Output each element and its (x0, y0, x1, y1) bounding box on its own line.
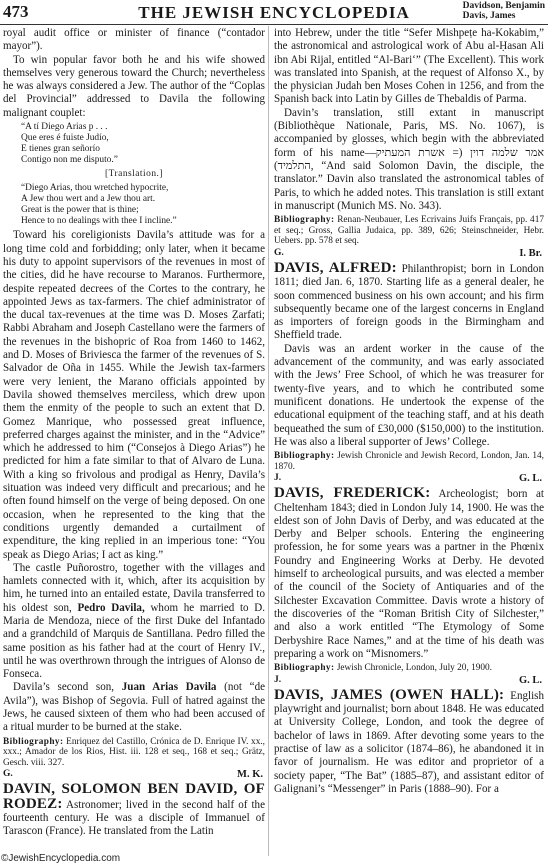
translation-couplet (21, 183, 265, 227)
poem-line: “Diego Arias, thou wretched hypocrite, (21, 183, 169, 194)
paragraph: Davis was an ardent worker in the cause of the advancement of the community, and was early associated with the Jews’ Free School, of which he was treasurer for twenty-five years, and to which he contributed some munificent donations. He undertook the expense of the educational equipment of the teaching staff, and at his death bequeathed the sum of £30,000 ($150,000) to the institution. He was also a liberal supporter of Jews’ College. (274, 342, 544, 448)
article-entry: DAVIS, FREDERICK: Archeologist; born at Cheltenham 1843; died in London July 14, 1900. He was the eldest son of John Davis of Derby, and was educated at the Derby and Belper schools. Entering the engineering profession, he for some years was a partner in the Phœnix Foundry and Engineering Works at Derby. He devoted himself to archeological pursuits, and was elected a member of the council of the Society of Antiquaries and of the Silchester Excavation Committee. Davis wrote a history of the discoveries of the “Roman British City of Silchester,” and also a work entitled “The Etymology of Some Derbyshire Race Names,” and at the time of his death was preparing a work on “Misnomers.” (274, 485, 544, 660)
poem-line: Contigo non me disputo.” (21, 155, 118, 166)
paragraph: into Hebrew, under the title “Sefer Mishpeṭe ha-Kokabim,” the astronomical and astrological work of Abu al-Ḥasan Ali ibn Abi Rijal, entitled “Al-Bari‘” (The Excellent). This work was translated into Spanish, at the request of Alfonso X., by the physician Judah ben Moses Cohen in 1256, and from the Spanish back into Latin by Gilles de Thebaldis of Parma. (274, 27, 544, 106)
article-entry: DAVIN, SOLOMON BEN DAVID, OF RODEZ: Astronomer; lived in the second half of the fourteenth century. He was a disciple of Immanuel of Tarascon (France). He translated from the Latin (3, 781, 265, 838)
article-heading: DAVIS, ALFRED: (274, 259, 397, 276)
author-signature: J. G. L. (274, 473, 542, 485)
article-entry: DAVIS, JAMES (OWEN HALL): English playwright and journalist; born about 1848. He was educated at University College, London, and took the degree of bachelor of laws in 1869. After devoting some years to the practise of law as a solicitor (1874–86), he abandoned it in favor of journalism. He was editor and proprietor of a society paper, “The Bat” (1885–87), and assistant editor of Galignani’s “Messenger” in Paris (1888–90). For a (274, 686, 544, 795)
poem-line: Que eres é fuiste Judío, (21, 133, 109, 144)
running-title: THE JEWISH ENCYCLOPEDIA (138, 3, 410, 22)
column-divider (268, 26, 269, 856)
copyright-notice: ©JewishEncyclopedia.com (1, 853, 121, 864)
spanish-couplet (21, 122, 265, 166)
guide-word-top: Davidson, Benjamin (462, 1, 545, 11)
paragraph: Davila’s second son, Juan Arias Davila (not “de Avila”), was Bishop of Segovia. Full of hatred against the Jews, he caused sixteen of them who had been accused of a ritual murder to be burned at the stake. (3, 681, 266, 734)
article-heading: DAVIS, FREDERICK: (274, 485, 431, 502)
guide-words (463, 1, 545, 21)
paragraph: royal audit office or minister of finance (“contador mayor”). (3, 27, 265, 53)
article-heading: DAVIS, JAMES (OWEN HALL): (274, 686, 505, 703)
person-name: Pedro Davila, (77, 601, 145, 614)
author-signature: G. I. Br. (274, 247, 542, 259)
guide-word-bottom: Davis, James (462, 11, 516, 21)
paragraph: Toward his coreligionists Davila’s attitude was for a long time cold and forbidding; only later, when it became his duty to appoint supervisors of the revenues in most of the cities, did he have recourse to Maranos. Furthermore, despite repeated decrees of the Cortes to the contrary, he appointed Jews as tax-farmers. The chief administrator of the ducal tax-revenues at the time was D. Moses Ẓarfati; Rabbi Abraham and Joseph Castellano were the farmers of the revenues in the bishopric of Roa from 1460 to 1462, and D. Moses of Briviesca the farmer of the revenues of S. Salvador de Oña in 1455. While the Jewish tax-farmers were very lenient, the Marano officials appointed by Davila showed themselves merciless, which drew upon them the enmity of the people to such an extent that D. Gomez Manrique, who possessed great influence, preferred charges against the minister, and in the “Advice” which he addressed to him (“Consejos à Diego Arias”) he predicted for him a fate similar to that of Alvaro de Luna. With a king so frivolous and prodigal as Henry, Davila’s situation was indeed very difficult and precarious; and he often found himself on the verge of being deposed. On one occasion, when he represented to the king that the conditions urgently demanded a curtailment of expenditure, the king replied in an imperious tone: “You speak as Diego Arias; I act as king.” (3, 229, 265, 561)
paragraph: Davin’s translation, still extant in manuscript (Bibliothèque Nationale, Paris, MS. No. 1067), is accompanied by glosses, which begin with the abbreviated form of his name—אמר שלמה דוין (= אשרת המעתיק התלמיד), “And said Solomon Davin, the disciple, the translator.” Davin also translated the astronomical tables of Paris, to which he added notes. This translation is still extant in manuscript (Munich MS. No. 343). (274, 106, 544, 212)
article-entry: DAVIS, ALFRED: Philanthropist; born in London 1811; died Jan. 6, 1870. Starting life as a general dealer, he soon commenced business on his own account; and his firm subsequently became one of the largest concerns in England as importers of foreign goods in the Birmingham and Sheffield trade. (274, 259, 544, 342)
running-header (0, 0, 548, 25)
bibliography: Bibliography: Jewish Chronicle and Jewish Record, London, Jan. 14, 1870. (274, 451, 544, 472)
author-signature: J. G. L. (274, 674, 542, 686)
bibliography: Bibliography: Enriquez del Castillo, Crónica de D. Enrique IV. xx., xxx.; Amador de los Rios, Hist. iii. 128 et seq., 168 et seq.; Grätz, Gesch. viii. 327. (3, 736, 266, 768)
translation-label: [Translation.] (105, 169, 163, 180)
author-signature: G. M. K. (3, 769, 263, 781)
poem-line: A Jew thou wert and a Jew thou art. (21, 194, 156, 205)
article-heading: DAVIN, SOLOMON BEN DAVID, OF RODEZ: (3, 781, 265, 812)
paragraph: To win popular favor both he and his wife showed themselves very generous toward the Church; nevertheless he was always considered a Jew. The author of the “Coplas del Provincial” addressed to Davila the following malignant couplet: (3, 53, 265, 119)
poem-line: Great is the power that is thine; (21, 205, 139, 216)
poem-line: E tienes gran señorío (21, 144, 100, 155)
poem-line: “A tí Diego Arias p . . . (21, 122, 108, 133)
poem-line: Hence to no dealings with thee I incline.” (21, 216, 177, 227)
right-column (274, 27, 544, 796)
left-column (3, 27, 265, 839)
bibliography: Bibliography: Renan-Neubauer, Les Ecrivains Juifs Français, pp. 417 et seq.; Gross, Gallia Judaica, pp. 389, 626; Steinschneider, Hebr. Uebers. pp. 578 et seq. (274, 215, 545, 247)
page-number: 473 (3, 2, 29, 21)
person-name: Juan Arias Davila (121, 681, 217, 694)
bibliography: Bibliography: Jewish Chronicle, London, July 20, 1900. (274, 663, 493, 674)
paragraph: The castle Puñorostro, together with the villages and hamlets connected with it, which, after its acquisition by him, he turned into an entailed estate, Davila transferred to his oldest son, Pedro Davila, whom he married to D. Maria de Mendoza, niece of the first Duke del Infantado and a grandchild of Marquis de Santillana. Pedro filled the same position as his father had at the court of Henry IV., until he was overthrown through the intrigues of Alonso de Fonseca. (3, 561, 266, 681)
